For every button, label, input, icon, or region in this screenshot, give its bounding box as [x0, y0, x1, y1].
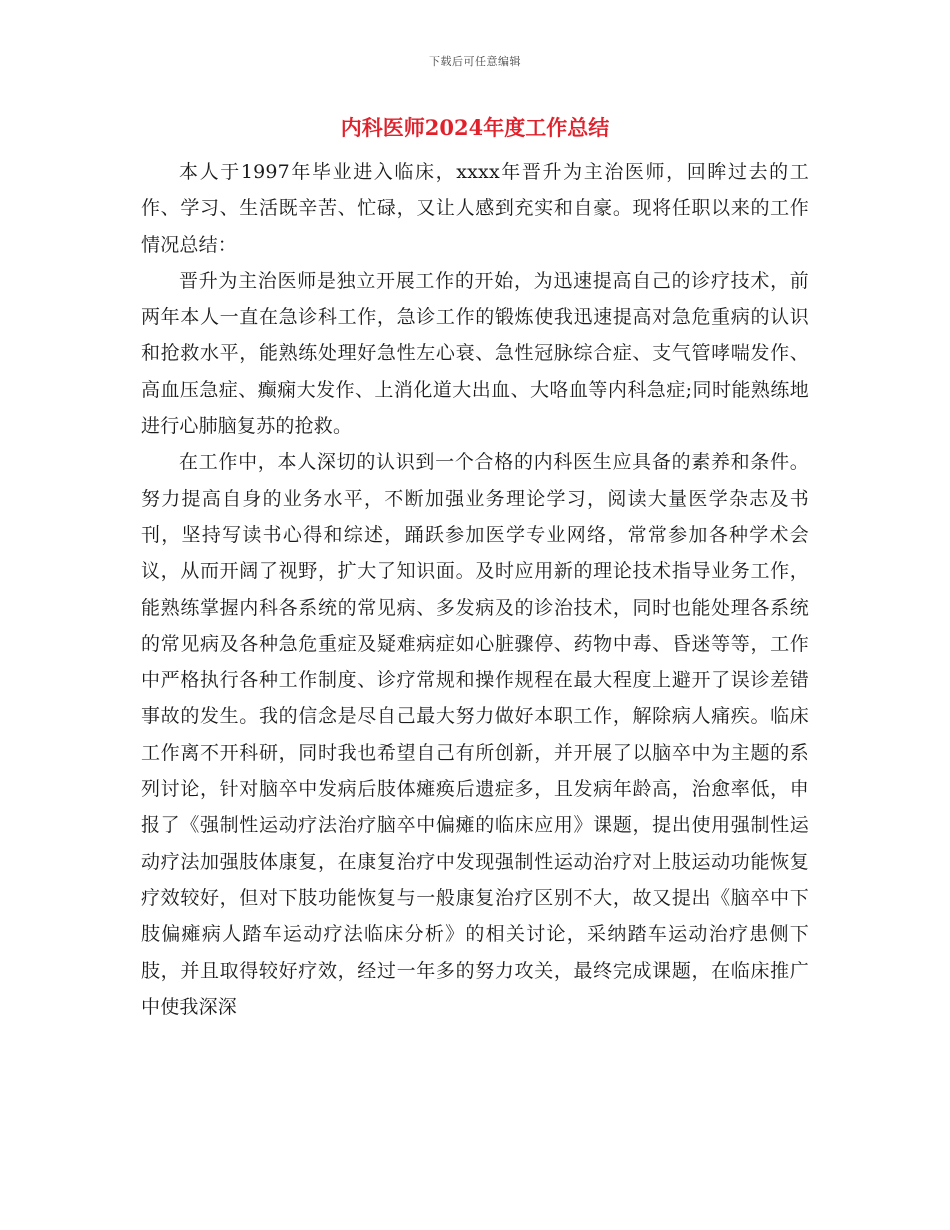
document-title: 内科医师2024年度工作总结: [340, 115, 610, 140]
header-note: 下载后可任意编辑: [429, 55, 521, 68]
paragraph-professional-growth: 在工作中，本人深切的认识到一个合格的内科医生应具备的素养和条件。努力提高自身的业务水平，不断加强业务理论学习，阅读大量医学杂志及书刊，坚持写读书心得和综述，踊跃参加医学专业网络，常常参加各种学术会议，从而开阔了视野，扩大了知识面。及时应用新的理论技术指导业务工作，能熟练掌握内科各系统的常见病、多发病及的诊治技术，同时也能处理各系统的常见病及各种急危重症及疑难病症如心脏骤停、药物中毒、昏迷等等，工作中严格执行各种工作制度、诊疗常规和操作规程在最大程度上避开了误诊差错事故的发生。我的信念是尽自己最大努力做好本职工作，解除病人痛疾。临床工作离不开科研，同时我也希望自己有所创新，并开展了以脑卒中为主题的系列讨论，针对脑卒中发病后肢体瘫痪后遗症多，且发病年龄高，治愈率低，申报了《强制性运动疗法治疗脑卒中偏瘫的临床应用》课题，提出使用强制性运动疗法加强肢体康复，在康复治疗中发现强制性运动治疗对上肢运动功能恢复疗效较好，但对下肢功能恢复与一般康复治疗区别不大，故又提出《脑卒中下肢偏瘫病人踏车运动疗法临床分析》的相关讨论，采纳踏车运动治疗患侧下肢，并且取得较好疗效，经过一年多的努力攻关，最终完成课题，在临床推广中使我深深: [141, 451, 809, 1018]
paragraph-intro: 本人于1997年毕业进入临床，xxxx年晋升为主治医师，回眸过去的工作、学习、生活既辛苦、忙碌，又让人感到充实和自豪。现将任职以来的工作情况总结：: [141, 161, 809, 256]
document-body: [141, 154, 809, 1025]
paragraph-emergency-work: 晋升为主治医师是独立开展工作的开始，为迅速提高自己的诊疗技术，前两年本人一直在急诊科工作，急诊工作的锻炼使我迅速提高对急危重病的认识和抢救水平，能熟练处理好急性左心衰、急性冠脉综合症、支气管哮喘发作、高血压急症、癫痫大发作、上消化道大出血、大咯血等内科急症;同时能熟练地进行心肺脑复苏的抢救。: [141, 269, 809, 438]
